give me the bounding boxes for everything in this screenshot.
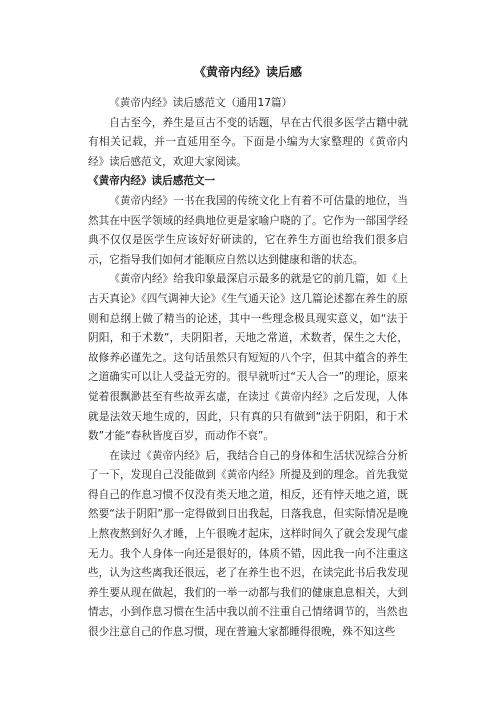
document-title: 《黄帝内经》读后感 <box>193 65 302 79</box>
intro-line: 《黄帝内经》读后感范文（通用17篇） <box>109 97 293 109</box>
body-paragraph: 《黄帝内经》给我印象最深启示最多的就是它的前几篇，如《上古天真论》《四气调神大论》《生气通天论》这几篇论述都在养生的原则和总纲上做了精当的论述，其中一些理念极具现实意义，如“法于阴阳，和于术数”，夫阴阳者，天地之常道，术数者，保生之大伦，故修养必谨先之。这句话虽然只有短短的八个字，但其中蕴含的养生之道确实可以让人受益无穷的。很早就听过“天人合一”的理论，原来觉着很飘渺甚至有些故弄玄虚，在读过《黄帝内经》之后发现，人体就是法效天地生成的，因此，只有真的只有做到“法于阴阳，和于术数”才能“春秋皆度百岁，而动作不衰”。 <box>88 273 408 443</box>
section-heading: 《黄帝内经》读后感范文一 <box>88 175 216 188</box>
intro-paragraph: 自古至今，养生是亘古不变的话题，早在古代很多医学古籍中就有相关记载，并一直延用至今。下面是小编为大家整理的《黄帝内经》读后感范文，欢迎大家阅读。 <box>88 116 408 168</box>
document-body <box>88 94 408 643</box>
body-paragraph: 在读过《黄帝内经》后，我结合自己的身体和生活状况综合分析了一下，发现自己没能做到《黄帝内经》所提及到的理念。首先我觉得自己的作息习惯不仅没有类天地之道，相反，还有悖天地之道，既然要“法于阴阳”那一定得做到日出我起，日落我息，但实际情况是晚上熬夜熬到好久才睡，上午很晚才起床，这样时间久了就会发现气虚无力。我个人身体一向还是很好的，体质不错，因此我一向不注重这些，认为这些离我还很远，老了在养生也不迟，在读完此书后我发现养生要从现在做起，我们的一举一动都与我们的健康息息相关，大到情志，小到作息习惯在生活中我以前不注重自己情绪调节的，当然也很少注意自己的作息习惯，现在普遍大家都睡得很晚，殊不知这些 <box>88 449 408 639</box>
body-paragraph: 《黄帝内经》一书在我国的传统文化上有着不可估量的地位，当然其在中医学领域的经典地位更是家喻户晓的了。它作为一部国学经典不仅仅是医学生应该好好研读的，它在养生方面也给我们很多启示，它指导我们如何才能顺应自然以达到健康和谐的状态。 <box>88 194 408 266</box>
